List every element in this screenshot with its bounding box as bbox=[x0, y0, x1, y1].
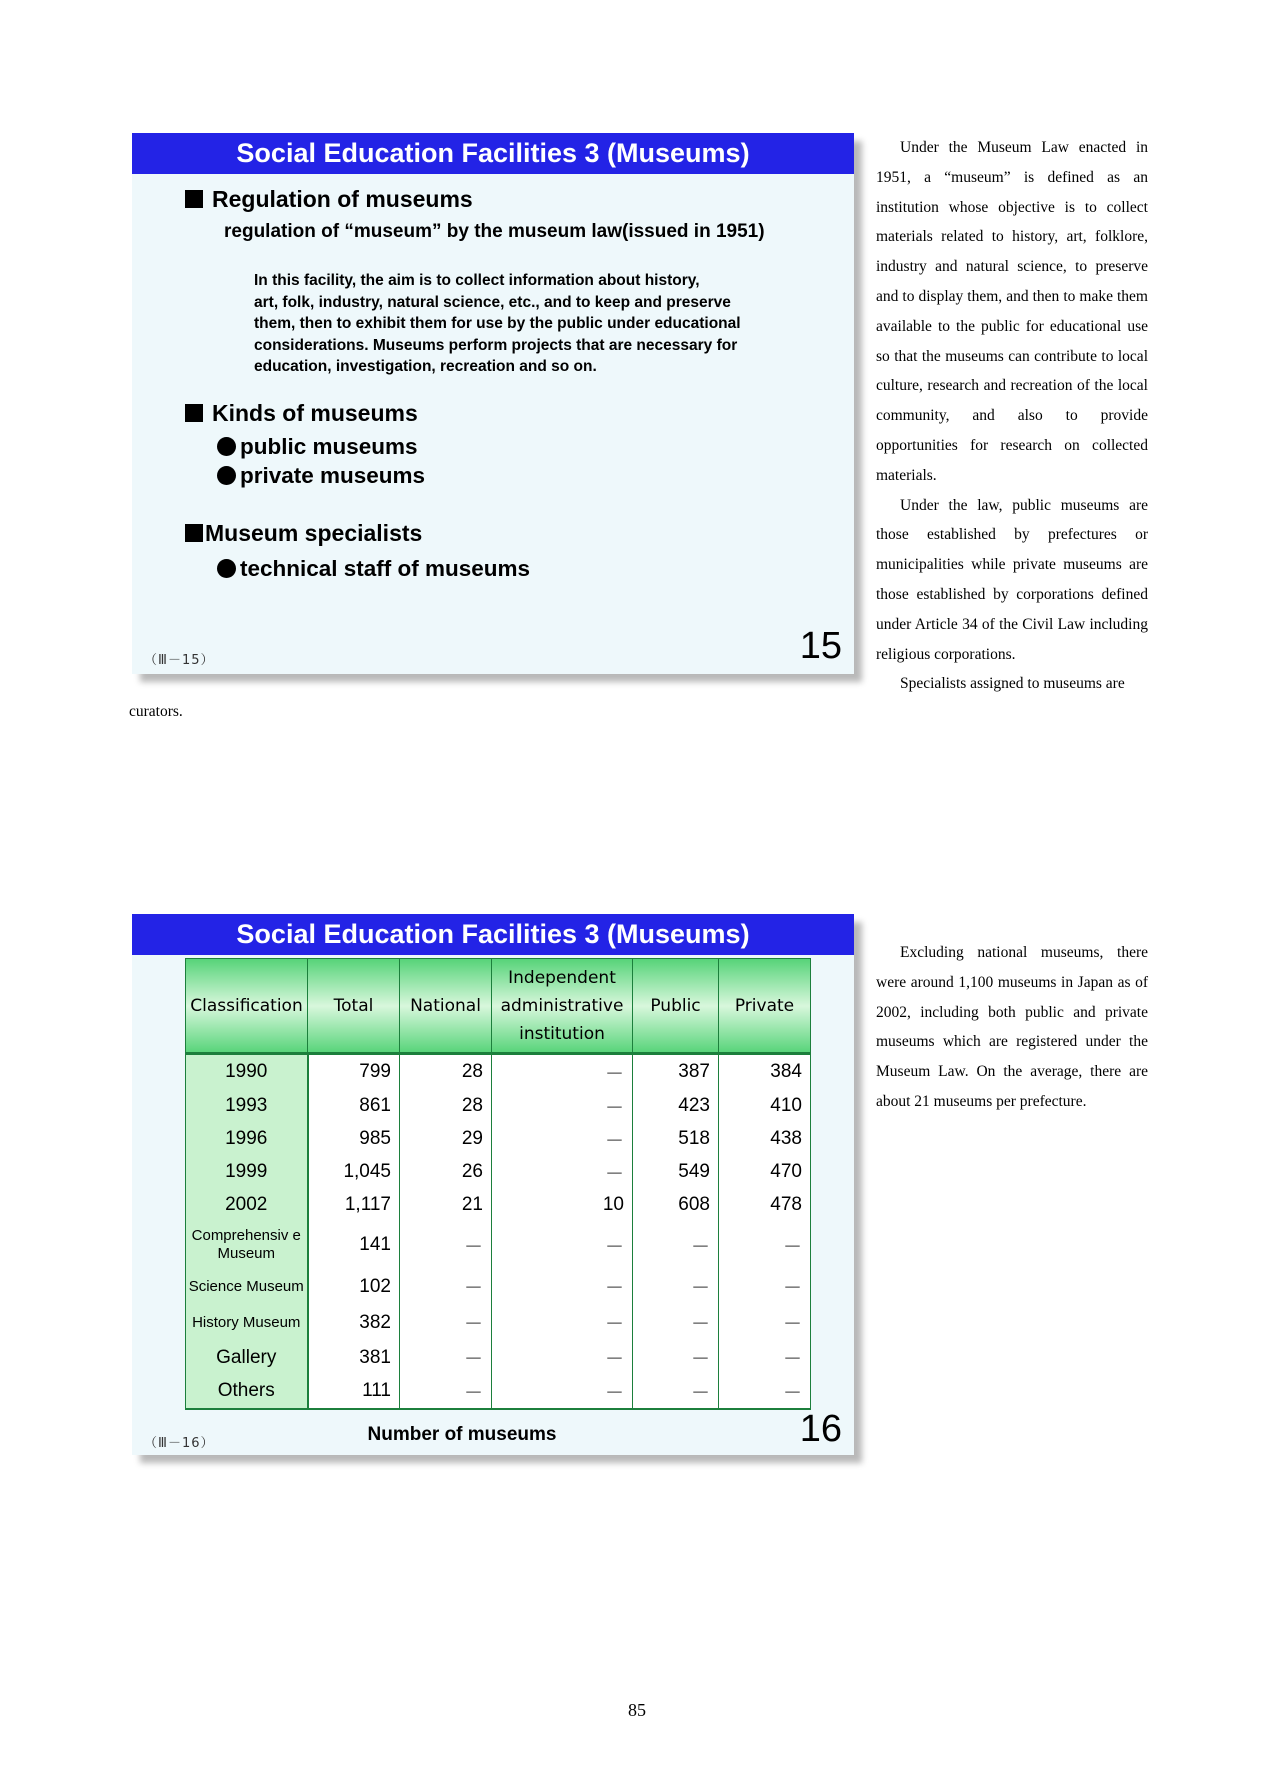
bullet-private-museums: private museums bbox=[217, 463, 425, 489]
paragraph: Excluding national museums, there were around 1,100 museums in Japan as of 2002, including both public and private museums which are registered under the Museum Law. On the average, there are about 21 museums per prefecture. bbox=[876, 944, 1148, 1110]
table-cell: － bbox=[400, 1269, 492, 1305]
slide-title: Social Education Facilities 3 (Museums) bbox=[132, 133, 854, 174]
table-cell: － bbox=[492, 1305, 633, 1341]
table-cell: － bbox=[719, 1341, 811, 1375]
row-label: Comprehensiv e Museum bbox=[186, 1222, 308, 1269]
column-header: Independent administrative institution bbox=[492, 959, 633, 1054]
row-label: 1993 bbox=[186, 1090, 308, 1123]
table-cell: 1,117 bbox=[308, 1189, 400, 1222]
circle-bullet-icon bbox=[217, 559, 236, 578]
table-cell: 518 bbox=[633, 1123, 719, 1156]
table-cell: － bbox=[633, 1222, 719, 1269]
table-cell: 387 bbox=[633, 1054, 719, 1090]
table-cell: 438 bbox=[719, 1123, 811, 1156]
table-cell: 28 bbox=[400, 1090, 492, 1123]
section-heading-kinds: Kinds of museums bbox=[185, 400, 418, 427]
square-bullet-icon bbox=[185, 524, 203, 542]
table-cell: － bbox=[633, 1375, 719, 1409]
column-header: Public bbox=[633, 959, 719, 1054]
paragraph: Under the Museum Law enacted in 1951, a “museum” is defined as an institution whose objective is to collect materials related to history, art, folklore, industry and natural science, to preserve and to display them, and then to make them available to the public for educational use so that the museums can contribute to local culture, research and recreation of the local community, and also to provide opportunities for research on collected materials. bbox=[876, 139, 1148, 484]
table-cell: － bbox=[719, 1222, 811, 1269]
slide-16 bbox=[132, 914, 854, 1455]
slide-title: Social Education Facilities 3 (Museums) bbox=[132, 914, 854, 955]
table-row bbox=[186, 1054, 811, 1090]
table-cell: 1,045 bbox=[308, 1156, 400, 1189]
slide-15 bbox=[132, 133, 854, 674]
table-header-row bbox=[186, 959, 811, 1054]
slide-number: 15 bbox=[799, 625, 842, 667]
table-cell: － bbox=[492, 1375, 633, 1409]
page-number: 85 bbox=[628, 1700, 646, 1720]
table-cell: 423 bbox=[633, 1090, 719, 1123]
table-cell: － bbox=[492, 1222, 633, 1269]
table-cell: 384 bbox=[719, 1054, 811, 1090]
table-cell: 382 bbox=[308, 1305, 400, 1341]
table-row bbox=[186, 1222, 811, 1269]
row-label: 1996 bbox=[186, 1123, 308, 1156]
row-label: 1999 bbox=[186, 1156, 308, 1189]
slide-reference: （Ⅲ－15） bbox=[144, 653, 215, 668]
table-cell: － bbox=[633, 1305, 719, 1341]
table-row bbox=[186, 1189, 811, 1222]
table-row bbox=[186, 1341, 811, 1375]
table-cell: 478 bbox=[719, 1189, 811, 1222]
regulation-description: In this facility, the aim is to collect information about history, art, folk, industry, natural science, etc., and to keep and preserve them, then to exhibit them for use by the public under educational considerations. Museums perform projects that are necessary for education, investigation, recreation and so on. bbox=[254, 272, 741, 375]
table-cell: － bbox=[719, 1269, 811, 1305]
table-cell: － bbox=[492, 1269, 633, 1305]
column-header: Classification bbox=[186, 959, 308, 1054]
slide-number: 16 bbox=[799, 1408, 842, 1450]
table-cell: － bbox=[400, 1375, 492, 1409]
table-cell: 10 bbox=[492, 1189, 633, 1222]
side-text-museum-law bbox=[876, 133, 1148, 699]
table-cell: 26 bbox=[400, 1156, 492, 1189]
table-cell: － bbox=[400, 1222, 492, 1269]
row-label: Science Museum bbox=[186, 1269, 308, 1305]
table-cell: － bbox=[492, 1123, 633, 1156]
table-cell: 608 bbox=[633, 1189, 719, 1222]
row-label: Gallery bbox=[186, 1341, 308, 1375]
table-cell: － bbox=[633, 1269, 719, 1305]
paragraph: Specialists assigned to museums are bbox=[900, 675, 1125, 693]
row-label: 1990 bbox=[186, 1054, 308, 1090]
column-header: Private bbox=[719, 959, 811, 1054]
table-cell: 799 bbox=[308, 1054, 400, 1090]
square-bullet-icon bbox=[185, 404, 203, 422]
row-label: 2002 bbox=[186, 1189, 308, 1222]
table-cell: 111 bbox=[308, 1375, 400, 1409]
section-heading-specialists: Museum specialists bbox=[185, 520, 422, 547]
table-row bbox=[186, 1375, 811, 1409]
table-cell: － bbox=[492, 1341, 633, 1375]
square-bullet-icon bbox=[185, 190, 203, 208]
table-cell: 141 bbox=[308, 1222, 400, 1269]
table-row bbox=[186, 1123, 811, 1156]
museums-table bbox=[185, 958, 811, 1410]
bullet-technical-staff: technical staff of museums bbox=[217, 556, 530, 582]
table-row bbox=[186, 1305, 811, 1341]
circle-bullet-icon bbox=[217, 466, 236, 485]
row-label: Others bbox=[186, 1375, 308, 1409]
table-cell: 861 bbox=[308, 1090, 400, 1123]
paragraph-continuation: curators. bbox=[129, 703, 183, 720]
table-caption: Number of museums bbox=[367, 1424, 557, 1445]
section-heading-regulation: Regulation of museums bbox=[185, 186, 473, 213]
table-cell: 28 bbox=[400, 1054, 492, 1090]
slide-reference: （Ⅲ－16） bbox=[144, 1436, 215, 1451]
table-row bbox=[186, 1156, 811, 1189]
table-cell: 549 bbox=[633, 1156, 719, 1189]
table-cell: － bbox=[400, 1305, 492, 1341]
regulation-subheading: regulation of “museum” by the museum law(issued in 1951) bbox=[224, 221, 765, 242]
table-cell: 410 bbox=[719, 1090, 811, 1123]
table-cell: － bbox=[633, 1341, 719, 1375]
table-row bbox=[186, 1269, 811, 1305]
column-header: Total bbox=[308, 959, 400, 1054]
table-cell: 985 bbox=[308, 1123, 400, 1156]
column-header: National bbox=[400, 959, 492, 1054]
table-cell: － bbox=[400, 1341, 492, 1375]
side-text-museum-count bbox=[876, 938, 1148, 1117]
table-cell: － bbox=[719, 1375, 811, 1409]
table-cell: 470 bbox=[719, 1156, 811, 1189]
circle-bullet-icon bbox=[217, 437, 236, 456]
table-cell: － bbox=[492, 1156, 633, 1189]
table-row bbox=[186, 1090, 811, 1123]
row-label: History Museum bbox=[186, 1305, 308, 1341]
table-cell: － bbox=[492, 1090, 633, 1123]
table-cell: 21 bbox=[400, 1189, 492, 1222]
paragraph: Under the law, public museums are those established by prefectures or municipalities while private museums are those established by corporations defined under Article 34 of the Civil Law including religious corporations. bbox=[876, 496, 1148, 663]
table-cell: 102 bbox=[308, 1269, 400, 1305]
bullet-public-museums: public museums bbox=[217, 434, 418, 460]
table-cell: 29 bbox=[400, 1123, 492, 1156]
table-cell: － bbox=[719, 1305, 811, 1341]
table-cell: 381 bbox=[308, 1341, 400, 1375]
table-cell: － bbox=[492, 1054, 633, 1090]
